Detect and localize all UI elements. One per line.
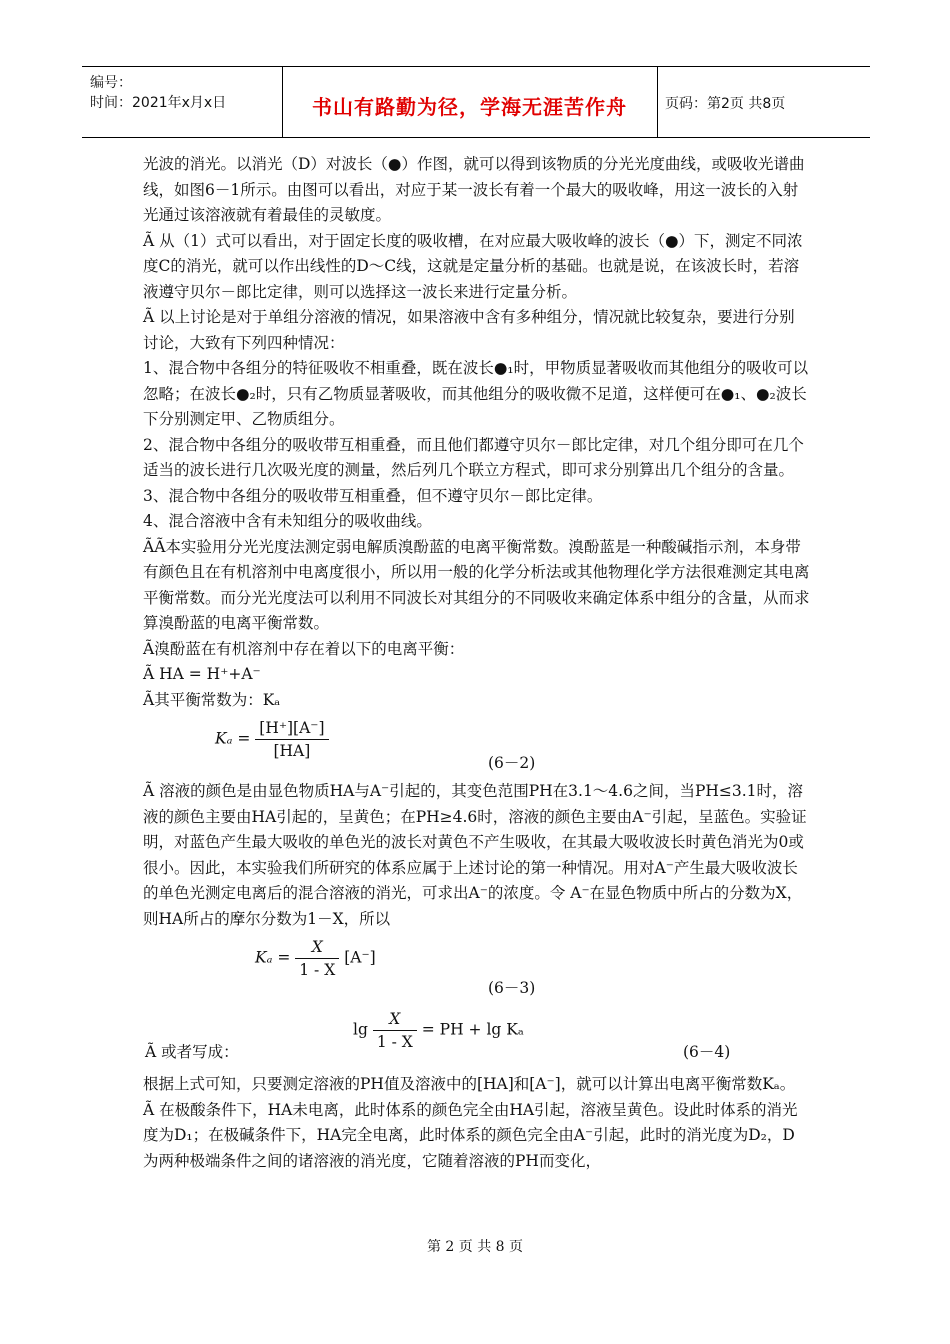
eq-numerator: [H⁺][A⁻] [255, 717, 328, 740]
paragraph: 光波的消光。以消光（D）对波长（●）作图，就可以得到该物质的分光光度曲线，或吸收光谱曲线，如图6－1所示。由图可以看出，对应于某一波长有着一个最大的吸收峰，用这一波长的入射光通过该溶液就有着最佳的灵敏度。 [143, 155, 805, 224]
paragraph: Ã 从（1）式可以看出，对于固定长度的吸收槽，在对应最大吸收峰的波长（●）下，测定不同浓度C的消光，就可以作出线性的D～C线，这就是定量分析的基础。也就是说，在该波长时，若溶液遵守贝尔－郎比定律，则可以选择这一波长来进行定量分析。 [143, 231, 803, 301]
eq-fraction [295, 936, 339, 981]
list-item: 1、混合物中各组分的特征吸收不相重叠，既在波长●₁时，甲物质显著吸收而其他组分的吸收可以忽略；在波长●₂时，只有乙物质显著吸收，而其他组分的吸收微不足道，这样便可在●₁、●₂波长下分别测定甲、乙物质组分。 [143, 359, 809, 428]
header-meta [90, 73, 280, 113]
equation-6-3 [143, 932, 810, 1004]
paragraph: Ã 以上讨论是对于单组分溶液的情况，如果溶液中含有多种组分，情况就比较复杂，要进行分别讨论，大致有下列四种情况： [143, 308, 795, 352]
equation-number: (6－2) [488, 754, 536, 772]
equation-6-2 [143, 713, 810, 779]
equation-number: (6－4) [683, 1043, 731, 1061]
paragraph: Ã其平衡常数为：Kₐ [143, 690, 281, 709]
equation-lead-text: Ã 或者写成： [145, 1043, 239, 1061]
list-item: 3、混合物中各组分的吸收带互相重叠，但不遵守贝尔－郎比定律。 [143, 486, 603, 505]
document-body [143, 152, 810, 1174]
list-item: 2、混合物中各组分的吸收带互相重叠，而且他们都遵守贝尔－郎比定律，对几个组分即可在几个适当的波长进行几次吸光度的测量，然后列几个联立方程式，即可求分别算出几个组分的含量。 [143, 435, 804, 479]
page-footer: 第 2 页 共 8 页 [426, 1239, 524, 1255]
list-item: 4、混合溶液中含有未知组分的吸收曲线。 [143, 512, 432, 530]
eq-rhs: = PH + lg Kₐ [421, 1020, 524, 1039]
eq-fraction [373, 1008, 417, 1053]
eq-fraction [255, 717, 328, 762]
eq-denominator: 1 - X [299, 961, 336, 979]
eq-rhs: [A⁻] [344, 948, 376, 967]
paragraph: Ã 在极酸条件下，HA未电离，此时体系的颜色完全由HA引起，溶液呈黄色。设此时体系的消光度为D₁；在极碱条件下，HA完全电离，此时体系的颜色完全由A⁻引起，此时的消光度为D₂，D为两种极端条件之间的诸溶液的消光度，它随着溶液的PH而变化， [143, 1100, 798, 1170]
eq-numerator: X [295, 936, 339, 959]
number-label: 编号： [90, 75, 132, 91]
header-divider [657, 67, 658, 137]
page-header [82, 66, 870, 138]
header-page-label: 页码：第2页 共8页 [665, 96, 786, 112]
paragraph: Ã 溶液的颜色是由显色物质HA与A⁻引起的，其变色范围PH在3.1～4.6之间，当PH≤3.1时，溶液的颜色主要由HA引起的，呈黄色；在PH≥4.6时，溶液的颜色主要由A⁻引起，呈蓝色。实验证明，对蓝色产生最大吸收的单色光的波长对黄色不产生吸收，在其最大吸收波长时黄色消光为0或很小。因此，本实验我们所研究的体系应属于上述讨论的第一种情况。用对A⁻产生最大吸收波长的单色光测定电离后的混合溶液的消光，可求出A⁻的浓度。令 A⁻在显色物质中所占的分数为X，则HA所占的摩尔分数为1－X，所以 [143, 782, 807, 928]
eq-lhs: Kₐ = [215, 729, 251, 748]
eq-lhs: Kₐ = [255, 948, 291, 967]
paragraph: ÃÃ本实验用分光光度法测定弱电解质溴酚蓝的电离平衡常数。溴酚蓝是一种酸碱指示剂，本身带有颜色且在有机溶剂中电离度很小，所以用一般的化学分析法或其他物理化学方法很难测定其电离平衡常数。而分光光度法可以利用不同波长对其组分的不同吸收来确定体系中组分的含量，从而求算溴酚蓝的电离平衡常数。 [143, 537, 810, 632]
equation-reaction: Ã HA = H⁺+A⁻ [143, 665, 261, 683]
eq-lhs: lg [353, 1020, 368, 1039]
eq-numerator: X [373, 1008, 417, 1031]
equation-number: (6－3) [488, 979, 536, 997]
eq-denominator: 1 - X [376, 1033, 413, 1051]
date-label: 时间：2021年x月x日 [90, 95, 227, 111]
paragraph: Ã溴酚蓝在有机溶剂中存在着以下的电离平衡： [143, 639, 465, 658]
eq-denominator: [HA] [273, 742, 311, 760]
header-motto: 书山有路勤为径，学海无涯苦作舟 [312, 95, 627, 119]
paragraph: 根据上式可知，只要测定溶液的PH值及溶液中的[HA]和[A⁻]，就可以计算出电离平衡常数Kₐ。 [143, 1075, 796, 1093]
equation-6-4 [143, 1004, 810, 1072]
